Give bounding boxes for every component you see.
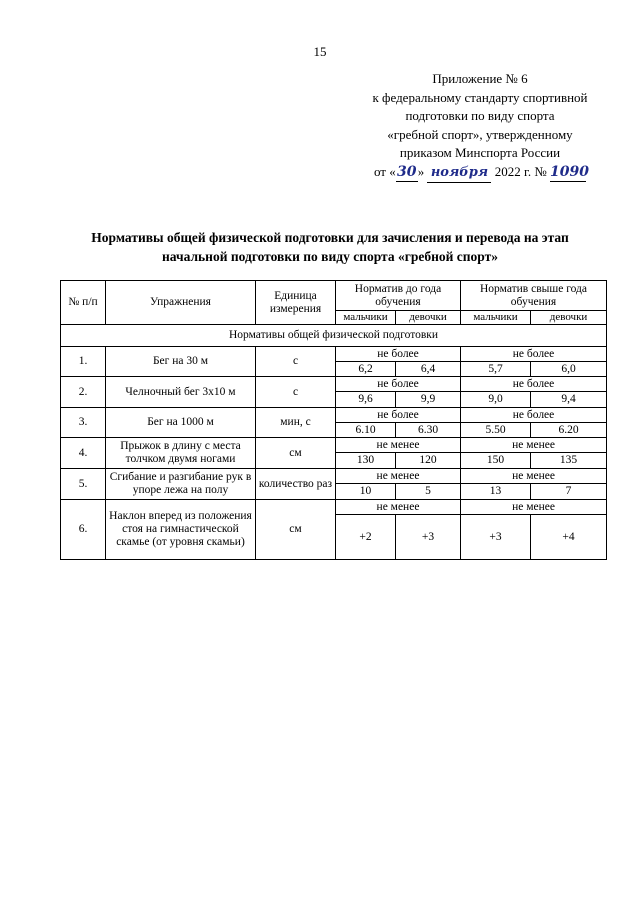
value-boys-1: 130 (336, 453, 396, 469)
value-boys-2: 5,7 (461, 362, 531, 377)
row-unit: см (256, 438, 336, 469)
value-girls-2: 6,0 (531, 362, 607, 377)
value-boys-1: 10 (336, 484, 396, 500)
row-unit: мин, с (256, 408, 336, 438)
row-condition-1: не более (336, 408, 461, 423)
value-boys-2: 5.50 (461, 423, 531, 438)
value-girls-2: 6.20 (531, 423, 607, 438)
value-girls-1: 5 (396, 484, 461, 500)
page-number: 15 (313, 44, 327, 59)
table-row (61, 377, 607, 392)
section-title: Нормативы общей физической подготовки (61, 325, 607, 347)
row-condition-2: не менее (461, 438, 607, 453)
handwritten-order-number: 1090 (550, 163, 586, 183)
value-girls-2: 9,4 (531, 392, 607, 408)
row-exercise: Сгибание и разгибание рук в упоре лежа на полу (106, 469, 256, 500)
value-girls-1: 6.30 (396, 423, 461, 438)
value-girls-1: +3 (396, 515, 461, 560)
appendix-line-2: к федеральному стандарту спортивной (372, 89, 588, 105)
row-condition-1: не менее (336, 469, 461, 484)
row-exercise: Бег на 1000 м (106, 408, 256, 438)
row-unit: количество раз (256, 469, 336, 500)
title-line-1: Нормативы общей физической подготовки для зачисления и перевода на этап (91, 230, 569, 245)
date-prefix: от « (373, 163, 396, 179)
appendix-line-4: «гребной спорт», утвержденному (387, 126, 573, 142)
header-girls-2: девочки (531, 311, 607, 325)
header-boys-2: мальчики (461, 311, 531, 325)
row-exercise: Наклон вперед из положения стоя на гимнастической скамье (от уровня скамьи) (106, 500, 256, 560)
row-exercise: Прыжок в длину с места толчком двумя ногами (106, 438, 256, 469)
value-girls-2: +4 (531, 515, 607, 560)
row-exercise: Бег на 30 м (106, 347, 256, 377)
value-girls-1: 9,9 (396, 392, 461, 408)
title-line-2: начальной подготовки по виду спорта «гребной спорт» (161, 249, 499, 264)
header-num: № п/п (61, 281, 106, 325)
row-num: 5. (61, 469, 106, 500)
document-title (40, 228, 620, 266)
value-boys-1: +2 (336, 515, 396, 560)
row-condition-2: не менее (461, 500, 607, 515)
row-condition-2: не более (461, 408, 607, 423)
table-row (61, 500, 607, 515)
handwritten-month: ноября (427, 164, 491, 184)
table-row (61, 438, 607, 453)
appendix-header (340, 70, 620, 183)
row-num: 4. (61, 438, 106, 469)
appendix-line-3: подготовки по виду спорта (405, 108, 555, 123)
value-boys-2: 150 (461, 453, 531, 469)
row-exercise: Челночный бег 3х10 м (106, 377, 256, 408)
norms-table (60, 280, 607, 560)
header-norm-after-year: Норматив свыше года обучения (461, 281, 607, 311)
row-condition-1: не менее (336, 438, 461, 453)
value-girls-1: 120 (396, 453, 461, 469)
row-condition-1: не более (336, 347, 461, 362)
table-row (61, 347, 607, 362)
appendix-line-5: приказом Минспорта России (399, 145, 561, 160)
row-unit: см (256, 500, 336, 560)
value-boys-2: +3 (461, 515, 531, 560)
table-row (61, 469, 607, 484)
row-num: 1. (61, 347, 106, 377)
header-exercise: Упражнения (106, 281, 256, 325)
row-condition-2: не более (461, 377, 607, 392)
order-date-line (340, 163, 620, 184)
row-condition-1: не более (336, 377, 461, 392)
row-condition-2: не более (461, 347, 607, 362)
value-boys-1: 9,6 (336, 392, 396, 408)
date-year: 2022 г. № (494, 163, 547, 179)
header-girls-1: девочки (396, 311, 461, 325)
header-boys-1: мальчики (336, 311, 396, 325)
value-girls-2: 7 (531, 484, 607, 500)
value-boys-1: 6.10 (336, 423, 396, 438)
header-row (61, 281, 607, 311)
value-girls-1: 6,4 (396, 362, 461, 377)
row-unit: с (256, 377, 336, 408)
row-num: 3. (61, 408, 106, 438)
appendix-line-1: Приложение № 6 (432, 71, 528, 86)
table-row (61, 408, 607, 423)
section-row (61, 325, 607, 347)
row-unit: с (256, 347, 336, 377)
row-condition-1: не менее (336, 500, 461, 515)
row-num: 6. (61, 500, 106, 560)
value-boys-2: 13 (461, 484, 531, 500)
header-norm-first-year: Норматив до года обучения (336, 281, 461, 311)
row-condition-2: не менее (461, 469, 607, 484)
value-boys-2: 9,0 (461, 392, 531, 408)
value-boys-1: 6,2 (336, 362, 396, 377)
value-girls-2: 135 (531, 453, 607, 469)
header-unit: Единица измерения (256, 281, 336, 325)
handwritten-day: 30 (396, 163, 418, 183)
row-num: 2. (61, 377, 106, 408)
date-mid: » (417, 163, 425, 179)
